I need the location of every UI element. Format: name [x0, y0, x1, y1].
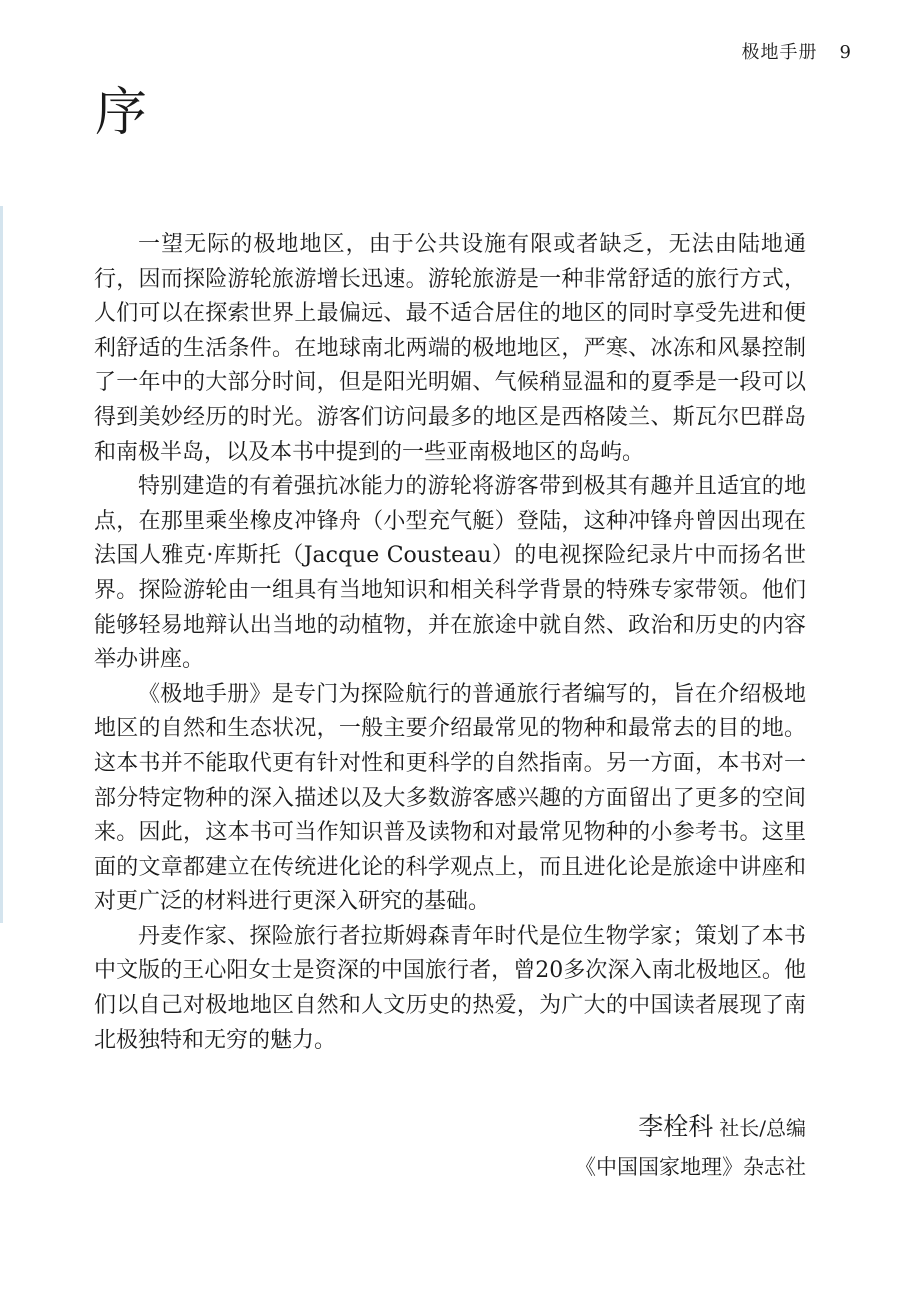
chapter-title: 序: [95, 83, 148, 143]
running-header: [742, 38, 852, 64]
paragraph: 一望无际的极地地区，由于公共设施有限或者缺乏，无法由陆地通行，因而探险游轮旅游增长迅速。游轮旅游是一种非常舒适的旅行方式，人们可以在探索世界上最偏远、最不适合居住的地区的同时享受先进和便利舒适的生活条件。在地球南北两端的极地地区，严寒、冰冻和风暴控制了一年中的大部分时间，但是阳光明媚、气候稍显温和的夏季是一段可以得到美妙经历的时光。游客们访问最多的地区是西格陵兰、斯瓦尔巴群岛和南极半岛，以及本书中提到的一些亚南极地区的岛屿。: [94, 232, 806, 465]
signature-name-line: [575, 1107, 806, 1149]
page-edge-mark: [0, 206, 3, 923]
signature-organization: 《中国国家地理》杂志社: [575, 1155, 806, 1179]
page-number: 9: [839, 42, 852, 63]
paragraph: 丹麦作家、探险旅行者拉斯姆森青年时代是位生物学家；策划了本书中文版的王心阳女士是资深的中国旅行者，曾20多次深入南北极地区。他们以自己对极地地区自然和人文历史的热爱，为广大的中国读者展现了南北极独特和无穷的魅力。: [94, 923, 806, 1053]
signature-name: 李栓科: [638, 1112, 714, 1141]
paragraph: 特别建造的有着强抗冰能力的游轮将游客带到极其有趣并且适宜的地点，在那里乘坐橡皮冲锋舟（小型充气艇）登陆，这种冲锋舟曾因出现在法国人雅克·库斯托（Jacque Cousteau）的电视探险纪录片中而扬名世界。探险游轮由一组具有当地知识和相关科学背景的特殊专家带领。他们能够轻易地辩认出当地的动植物，并在旅途中就自然、政治和历史的内容举办讲座。: [94, 474, 806, 673]
book-title: 极地手册: [741, 42, 818, 63]
body-text: [94, 228, 806, 1058]
signature-title: 社长/总编: [719, 1116, 806, 1140]
signature-block: [575, 1107, 806, 1185]
paragraph: 《极地手册》是专门为探险航行的普通旅行者编写的，旨在介绍极地地区的自然和生态状况，一般主要介绍最常见的物种和最常去的目的地。这本书并不能取代更有针对性和更科学的自然指南。另一方面，本书对一部分特定物种的深入描述以及大多数游客感兴趣的方面留出了更多的空间来。因此，这本书可当作知识普及读物和对最常见物种的小参考书。这里面的文章都建立在传统进化论的科学观点上，而且进化论是旅途中讲座和对更广泛的材料进行更深入研究的基础。: [94, 681, 806, 915]
